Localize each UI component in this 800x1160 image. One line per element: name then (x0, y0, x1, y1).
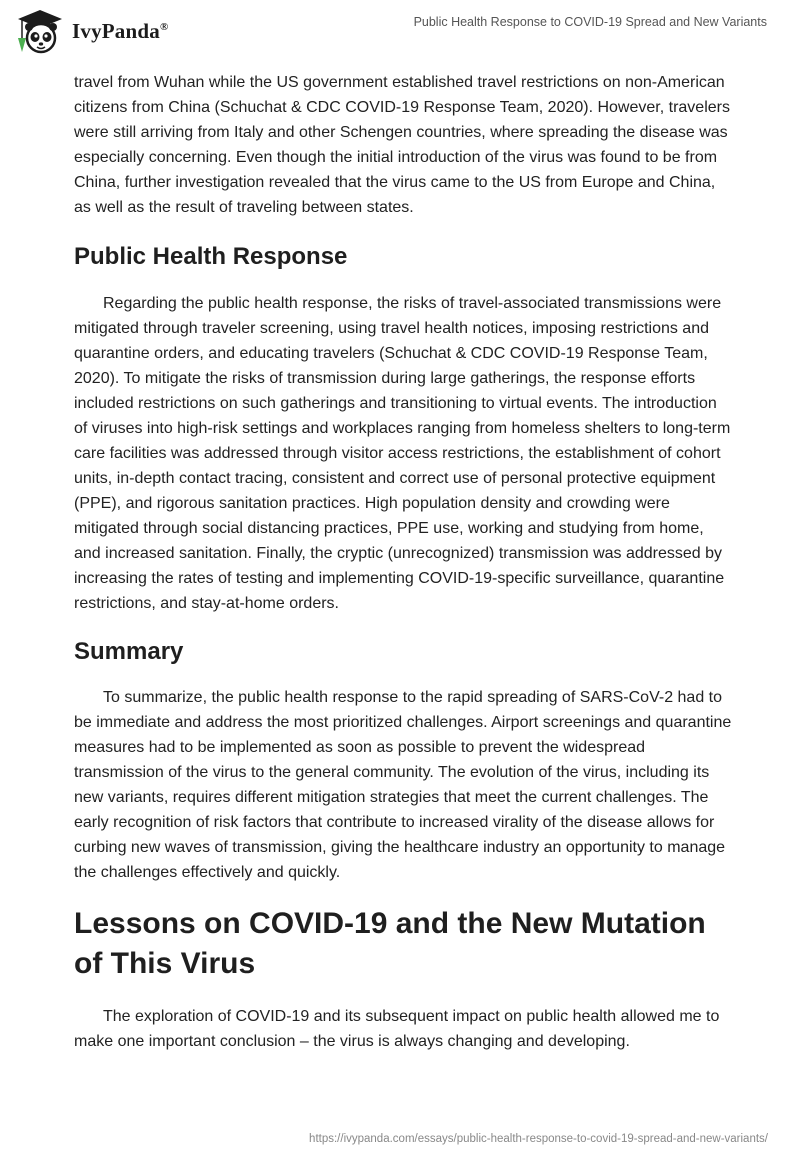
logo-text: IvyPanda® (72, 18, 169, 43)
essay-content (74, 70, 734, 1054)
public-health-paragraph: Regarding the public health response, the risks of travel-associated transmissions were mitigated through traveler screening, using travel health notices, imposing restrictions and quarantine orders, and educating travelers (Schuchat & CDC COVID-19 Response Team, 2020). To mitigate the risks of transmission during large gatherings, the response efforts included restrictions on such gatherings and transitioning to virtual events. The introduction of viruses into high-risk settings and workplaces ranging from homeless shelters to long-term care facilities was addressed through visitor access restrictions, the establishment of cohort units, in-depth contact tracing, consistent and correct use of personal protective equipment (PPE), and rigorous sanitation practices. High population density and crowding were mitigated through social distancing practices, PPE use, working and studying from home, and increased sanitation. Finally, the cryptic (unrecognized) transmission was addressed by increasing the rates of testing and implementing COVID-19-specific surveillance, quarantine restrictions, and stay-at-home orders. (74, 295, 731, 612)
heading-public-health-response: Public Health Response (74, 243, 348, 270)
summary-paragraph: To summarize, the public health response to the rapid spreading of SARS-CoV-2 had to be immediate and address the most prioritized challenges. Airport screenings and quarantine measures had to be implemented as soon as possible to prevent the widespread transmission of the virus to the general community. The evolution of the virus, including its new variants, requires different mitigation strategies that meet the current challenges. The early recognition of risk factors that contribute to increased virality of the disease allows for curbing new waves of transmission, giving the healthcare industry an opportunity to manage the challenges effectively and quickly. (74, 689, 732, 881)
footer-url[interactable]: https://ivypanda.com/essays/public-health-response-to-covid-19-spread-and-new-variants/ (309, 1133, 768, 1145)
heading-summary: Summary (74, 638, 184, 665)
page-header (0, 0, 800, 64)
lessons-paragraph: The exploration of COVID-19 and its subsequent impact on public health allowed me to make one important conclusion – the virus is always changing and developing. (74, 1008, 720, 1050)
intro-paragraph: travel from Wuhan while the US government established travel restrictions on non-American citizens from China (Schuchat & CDC COVID-19 Response Team, 2020). However, travelers were still arriving from Italy and other Schengen countries, where spreading the disease was especially concerning. Even though the initial introduction of the virus was found to be from China, further investigation revealed that the virus came to the US from Europe and China, as well as the result of traveling between states. (74, 74, 730, 216)
panda-graduate-icon (14, 8, 66, 54)
ivypanda-logo[interactable] (14, 8, 168, 54)
document-title: Public Health Response to COVID-19 Spread and New Variants (413, 15, 767, 29)
heading-lessons: Lessons on COVID-19 and the New Mutation of This Virus (74, 907, 706, 980)
